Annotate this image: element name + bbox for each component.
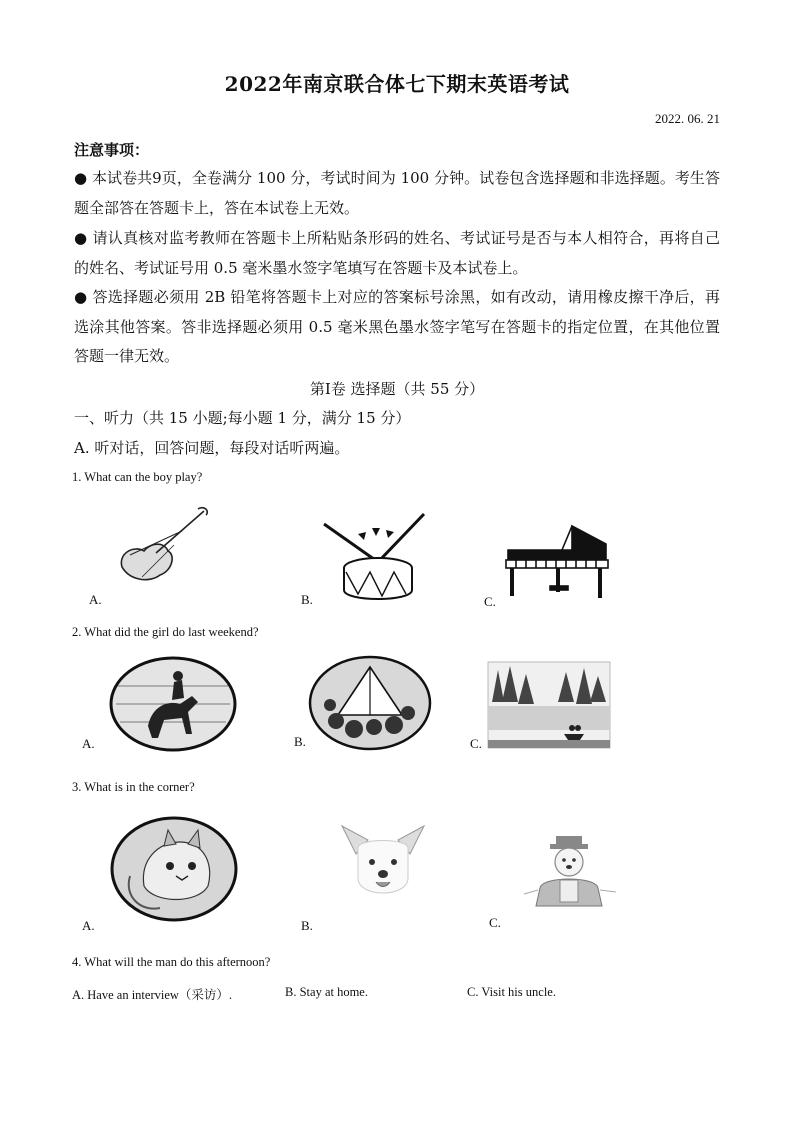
- question-3: 3. What is in the corner?: [72, 780, 195, 794]
- q1-option-c[interactable]: C.: [484, 594, 496, 609]
- horse-riding-icon: [108, 656, 238, 752]
- bear-icon: [520, 834, 620, 922]
- page-title: 2022年南京联合体七下期末英语考试: [224, 72, 570, 96]
- q2-option-c[interactable]: C.: [470, 736, 482, 751]
- q4-option-a-text: Have an interview（采访）.: [87, 988, 233, 1002]
- drum-icon: [320, 510, 432, 602]
- question-2: 2. What did the girl do last weekend?: [72, 625, 259, 639]
- piano-icon: [502, 524, 614, 602]
- q4-option-b[interactable]: [285, 985, 368, 1000]
- q3-option-b[interactable]: B.: [301, 918, 313, 933]
- notice-heading: 注意事项：: [74, 141, 150, 159]
- q4-option-a[interactable]: [72, 985, 232, 1003]
- q3-option-a[interactable]: A.: [82, 918, 95, 933]
- notice-item-3: ● 答选择题必须用 2B 铅笔将答题卡上对应的答案标号涂黑，如有改动，请用橡皮擦干净后，再选涂其他答案。答非选择题必须用 0.5 毫米黑色墨水签字笔写在答题卡的指定位置，在其他位置答题一律无效。: [74, 288, 720, 365]
- lake-boating-icon: [488, 662, 610, 748]
- notice-item-2: ● 请认真核对监考教师在答题卡上所粘贴条形码的姓名、考试证号是否与本人相符合，再将自己的姓名、考试证号用 0.5 毫米墨水签字笔填写在答题卡及本试卷上。: [74, 229, 720, 277]
- cat-icon: [110, 816, 238, 922]
- q4-option-c-text: Visit his uncle.: [481, 985, 556, 999]
- camping-icon: [308, 655, 432, 751]
- q4-option-b-letter: B.: [285, 985, 297, 999]
- exam-date: 2022. 06. 21: [655, 111, 720, 126]
- question-4: 4. What will the man do this afternoon?: [72, 955, 271, 969]
- q1-option-b[interactable]: B.: [301, 592, 313, 607]
- q4-option-c[interactable]: [467, 985, 556, 1000]
- part-title: 一、听力（共 15 小题;每小题 1 分，满分 15 分）: [74, 409, 411, 427]
- section-title: 第Ⅰ卷 选择题（共 55 分）: [309, 380, 485, 398]
- violin-icon: [112, 505, 212, 585]
- q2-option-b[interactable]: B.: [294, 734, 306, 749]
- q4-option-c-letter: C.: [467, 985, 479, 999]
- dog-icon: [328, 818, 438, 908]
- q3-option-c[interactable]: C.: [489, 915, 501, 930]
- question-1: 1. What can the boy play?: [72, 470, 203, 484]
- q4-option-a-letter: A.: [72, 988, 85, 1002]
- notice-item-1: ● 本试卷共9页，全卷满分 100 分，考试时间为 100 分钟。试卷包含选择题和非选择题。考生答题全部答在答题卡上，答在本试卷上无效。: [74, 169, 720, 217]
- q1-option-a[interactable]: A.: [89, 592, 102, 607]
- part-instruction: A. 听对话，回答问题，每段对话听两遍。: [74, 439, 350, 457]
- q4-option-b-text: Stay at home.: [299, 985, 368, 999]
- q2-option-a[interactable]: A.: [82, 736, 95, 751]
